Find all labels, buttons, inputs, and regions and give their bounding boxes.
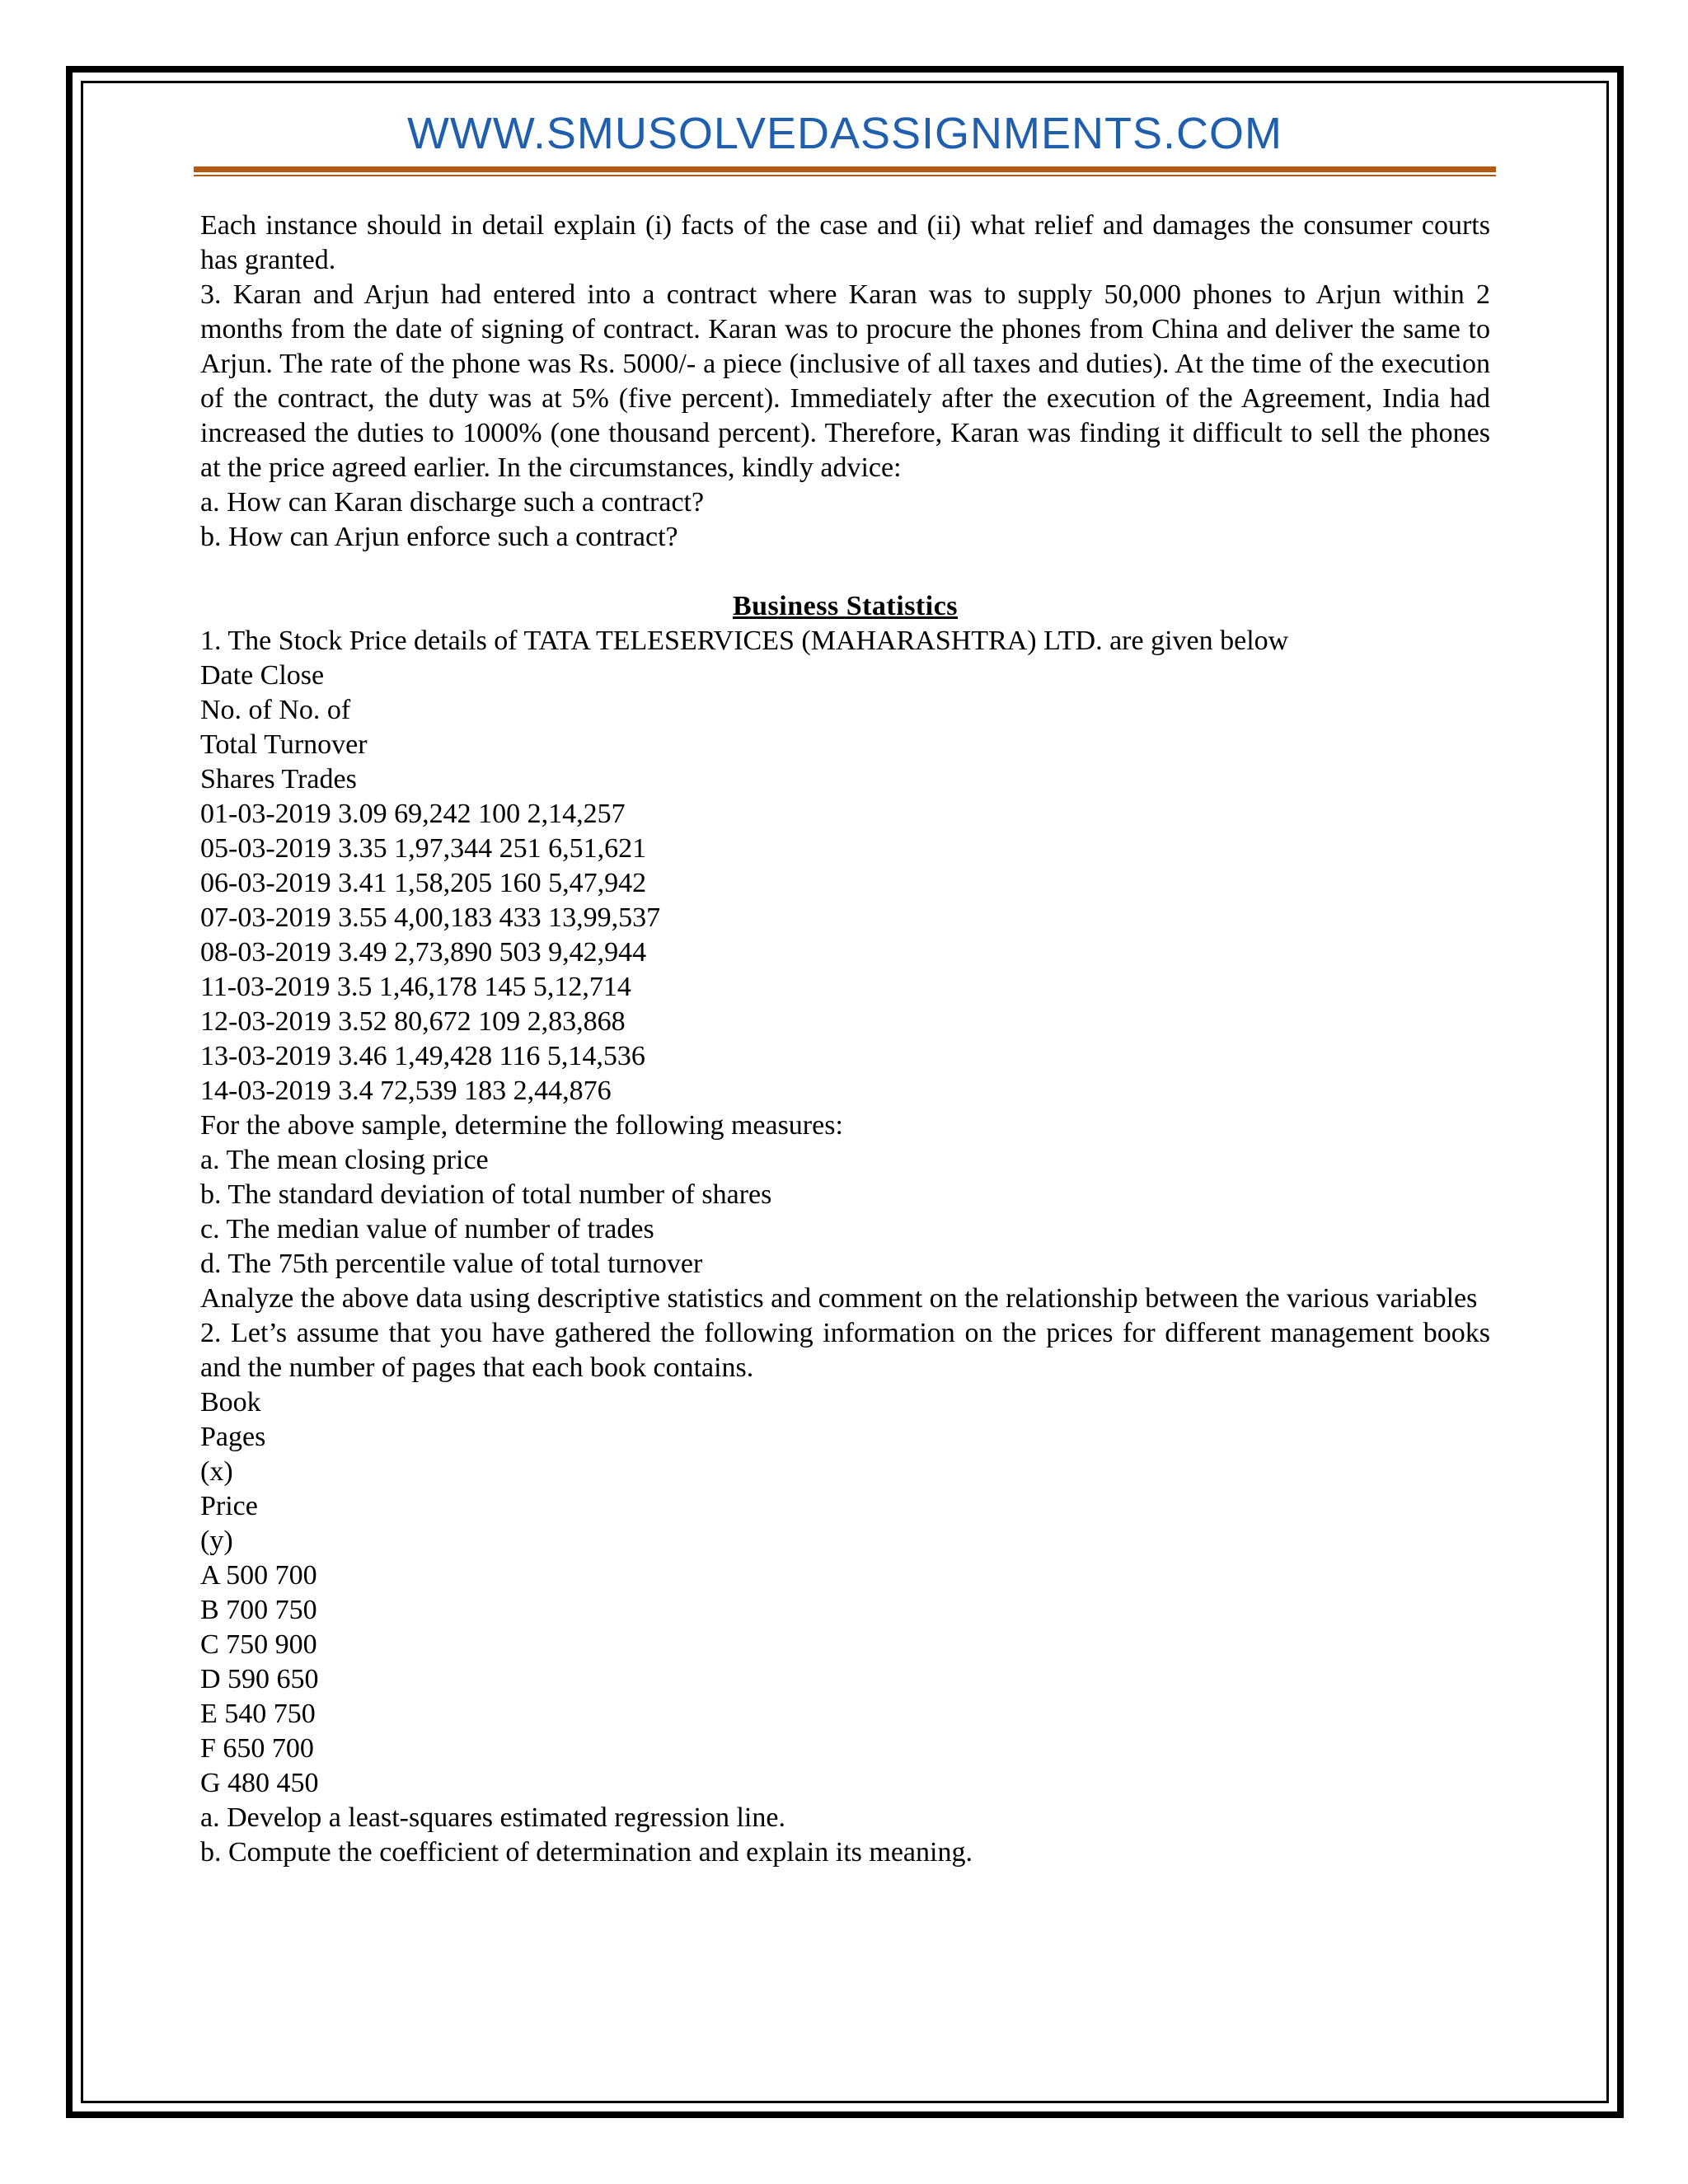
stock-table-row: 08-03-2019 3.49 2,73,890 503 9,42,944 (200, 937, 647, 968)
question-3: 3. Karan and Arjun had entered into a contract where Karan was to supply 50,000 phones to Arjun within 2 months from the date of signing of contract. Karan was to procure the phones from China and deliver the same to Arjun. The rate of the phone was Rs. 5000/- a piece (inclusive of all taxes and duties). At the time of the execution of the contract, the duty was at 5% (five percent). Immediately after the execution of the Agreement, India had increased the duties to 1000% (one thousand percent). Therefore, Karan was finding it difficult to sell the phones at the price agreed earlier. In the circumstances, kindly advice: (200, 279, 1490, 483)
book-table-row: F 650 700 (200, 1733, 314, 1764)
document-body (200, 209, 1490, 1870)
stats-question-2: 2. Let’s assume that you have gathered the following information on the prices for different management books and the number of pages that each book contains. (200, 1318, 1490, 1383)
question-2-part-a: a. Develop a least-squares estimated regression line. (200, 1802, 785, 1833)
instance-note: Each instance should in detail explain (i) facts of the case and (ii) what relief and damages the consumer courts has granted. (200, 210, 1490, 275)
question-1-prompt: For the above sample, determine the following measures: (200, 1110, 843, 1141)
stock-table-row: 13-03-2019 3.46 1,49,428 116 5,14,536 (200, 1041, 645, 1071)
stock-table-row: 06-03-2019 3.41 1,58,205 160 5,47,942 (200, 868, 647, 898)
stock-table-header-line: No. of No. of (200, 695, 351, 725)
book-table-row: A 500 700 (200, 1560, 317, 1591)
book-table-row: C 750 900 (200, 1629, 317, 1660)
stock-table-header-line: Shares Trades (200, 764, 357, 794)
stock-table-row: 11-03-2019 3.5 1,46,178 145 5,12,714 (200, 972, 631, 1002)
stock-table-row: 14-03-2019 3.4 72,539 183 2,44,876 (200, 1076, 612, 1106)
book-table-row: E 540 750 (200, 1699, 316, 1729)
book-table-header-line: Price (200, 1491, 258, 1521)
stock-table-header-line: Date Close (200, 660, 325, 691)
question-1-part-a: a. The mean closing price (200, 1145, 489, 1175)
book-table-row: G 480 450 (200, 1768, 319, 1798)
stock-table-row: 05-03-2019 3.35 1,97,344 251 6,51,621 (200, 833, 647, 864)
section-heading: Business Statistics (732, 591, 959, 621)
question-1-part-b: b. The standard deviation of total number of shares (200, 1179, 772, 1210)
book-table-header-line: Pages (200, 1422, 266, 1452)
stock-table-row: 01-03-2019 3.09 69,242 100 2,14,257 (200, 799, 626, 829)
question-3-part-b: b. How can Arjun enforce such a contract? (200, 522, 678, 552)
question-1-analyze: Analyze the above data using descriptive statistics and comment on the relationship between the various variables (200, 1283, 1478, 1314)
book-table-header-line: Book (200, 1387, 261, 1418)
book-table-row: B 700 750 (200, 1595, 317, 1625)
question-2-part-b: b. Compute the coefficient of determination and explain its meaning. (200, 1837, 973, 1868)
question-1-part-d: d. The 75th percentile value of total turnover (200, 1249, 703, 1279)
stock-table-row: 07-03-2019 3.55 4,00,183 433 13,99,537 (200, 902, 661, 933)
header-divider (194, 166, 1496, 176)
stats-question-1: 1. The Stock Price details of TATA TELESERVICES (MAHARASHTRA) LTD. are given below (200, 626, 1289, 656)
site-header: WWW.SMUSOLVEDASSIGNMENTS.COM (406, 109, 1283, 158)
book-table-header-line: (x) (200, 1456, 233, 1487)
question-1-part-c: c. The median value of number of trades (200, 1214, 654, 1244)
stock-table-row: 12-03-2019 3.52 80,672 109 2,83,868 (200, 1006, 626, 1037)
question-3-part-a: a. How can Karan discharge such a contract? (200, 487, 705, 518)
book-table-header-line: (y) (200, 1526, 233, 1556)
stock-table-header-line: Total Turnover (200, 729, 368, 760)
book-table-row: D 590 650 (200, 1664, 319, 1694)
